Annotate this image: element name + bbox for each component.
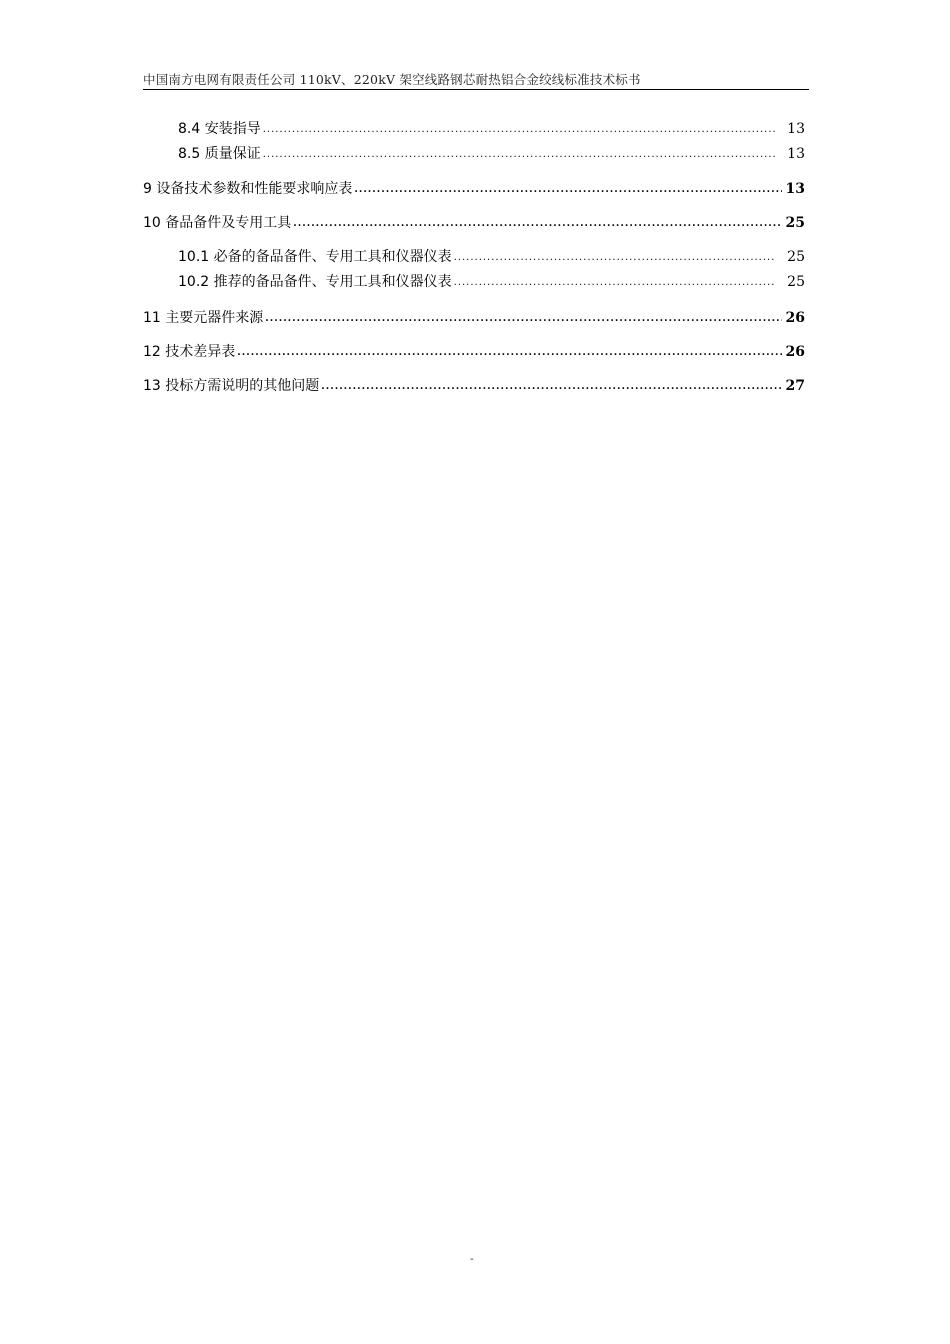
toc-entry-label: 9 设备技术参数和性能要求响应表 <box>143 181 353 197</box>
toc-entry-page: 13 <box>785 181 805 197</box>
page-header: 中国南方电网有限责任公司 110kV、220kV 架空线路钢芯耐热铝合金绞线标准技术标书 <box>143 72 641 87</box>
toc-leader-dots <box>354 184 781 195</box>
toc-entry-page: 26 <box>785 344 805 360</box>
toc-entry[interactable] <box>143 307 805 327</box>
toc-leader-dots <box>454 252 775 263</box>
toc-entry-page: 27 <box>785 378 805 394</box>
toc-entry-page: 25 <box>787 274 805 290</box>
toc-entry-page: 25 <box>785 215 805 231</box>
toc-leader-dots <box>293 218 781 229</box>
toc-entry[interactable] <box>143 375 805 395</box>
page-footer-mark: - <box>470 1252 474 1265</box>
toc-entry-label: 13 投标方需说明的其他问题 <box>143 378 320 394</box>
toc-entry-label: 10.2 推荐的备品备件、专用工具和仪器仪表 <box>178 274 452 290</box>
toc-entry-page: 26 <box>785 310 805 326</box>
toc-leader-dots <box>263 124 775 135</box>
toc-entry-label: 11 主要元器件来源 <box>143 310 264 326</box>
toc-entry-label: 10 备品备件及专用工具 <box>143 215 292 231</box>
toc-leader-dots <box>321 381 781 392</box>
toc-entry-page: 25 <box>787 249 805 265</box>
toc-entry-page: 13 <box>787 146 805 162</box>
toc-entry-label: 10.1 必备的备品备件、专用工具和仪器仪表 <box>178 249 452 265</box>
toc-entry-label: 8.4 安装指导 <box>178 121 261 137</box>
toc-leader-dots <box>454 277 775 288</box>
toc-entry[interactable] <box>178 143 805 163</box>
header-divider <box>143 89 809 90</box>
toc-entry[interactable] <box>143 178 805 198</box>
toc-entry[interactable] <box>143 341 805 361</box>
toc-entry[interactable] <box>178 271 805 291</box>
toc-leader-dots <box>263 149 775 160</box>
toc-entry[interactable] <box>178 246 805 266</box>
toc-leader-dots <box>237 347 781 358</box>
toc-entry-label: 8.5 质量保证 <box>178 146 261 162</box>
toc-entry[interactable] <box>143 212 805 232</box>
toc-entry-page: 13 <box>787 121 805 137</box>
toc-entry[interactable] <box>178 118 805 138</box>
toc-leader-dots <box>265 313 781 324</box>
toc-entry-label: 12 技术差异表 <box>143 344 236 360</box>
